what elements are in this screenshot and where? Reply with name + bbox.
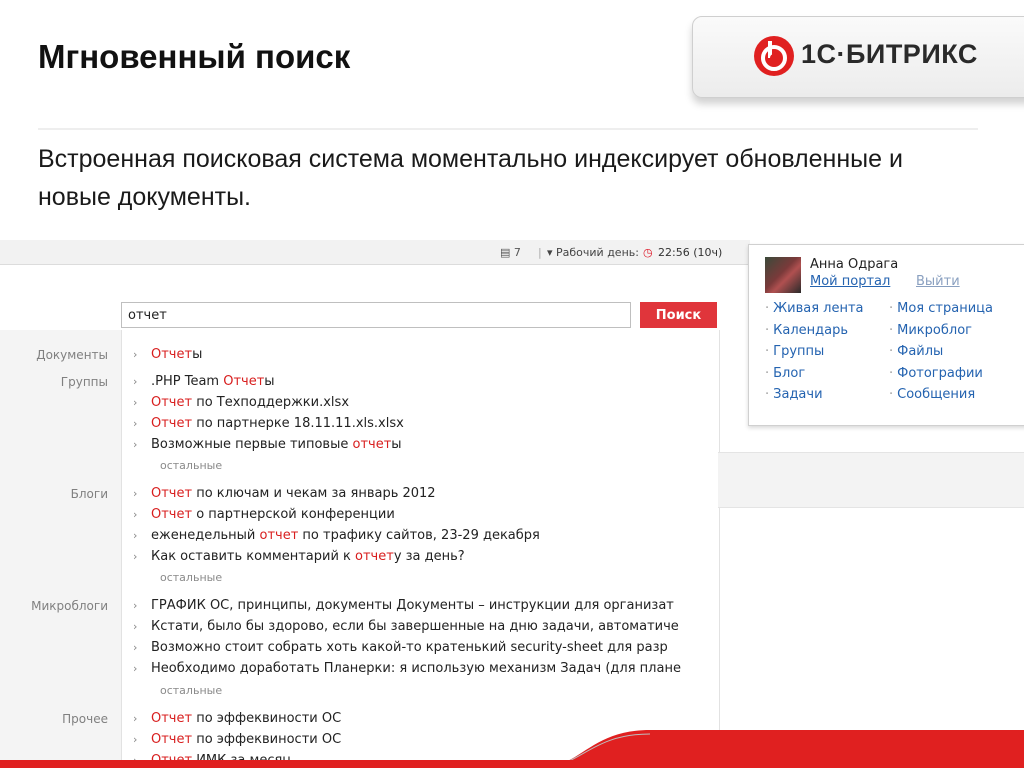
- chevron-right-icon: ›: [133, 620, 138, 633]
- chevron-right-icon: ›: [133, 529, 138, 542]
- workday-time: 22:56 (10ч): [658, 246, 723, 259]
- portal-screenshot: [0, 240, 1024, 768]
- avatar[interactable]: [765, 257, 801, 293]
- chevron-right-icon: ›: [133, 417, 138, 430]
- search-result-link[interactable]: Отчет по партнерке 18.11.11.xls.xlsx: [151, 416, 404, 431]
- search-result-link[interactable]: Отчет по эффеквиности ОС: [151, 711, 342, 726]
- chevron-right-icon: ›: [133, 375, 138, 388]
- search-result-link[interactable]: Возможные первые типовые отчеты: [151, 437, 402, 452]
- category-label: Блоги: [70, 487, 108, 501]
- bullet-dot: ·: [889, 344, 894, 359]
- nav-link[interactable]: · Группы: [765, 344, 825, 359]
- chevron-right-icon: ›: [133, 396, 138, 409]
- portal-topbar: [0, 240, 750, 265]
- nav-link[interactable]: · Блог: [765, 365, 806, 381]
- chevron-right-icon: ›: [133, 599, 138, 612]
- search-result-link[interactable]: Отчеты: [151, 347, 203, 362]
- nav-link[interactable]: · Сообщения: [889, 387, 976, 402]
- more-results-link[interactable]: остальные: [160, 571, 223, 584]
- category-column: [0, 330, 121, 768]
- nav-link[interactable]: · Фотографии: [889, 365, 983, 381]
- my-portal-link[interactable]: Мой портал: [810, 274, 891, 289]
- search-result-link[interactable]: Необходимо доработать Планерки: я использую механизм Задач (для плане: [151, 661, 681, 676]
- chevron-right-icon: ›: [133, 712, 138, 725]
- chevron-right-icon: ›: [133, 348, 138, 361]
- bullet-dot: ·: [765, 322, 770, 338]
- footer-bar: [0, 760, 1024, 768]
- search-result-link[interactable]: Отчет по эффеквиности ОС: [151, 732, 342, 747]
- bullet-dot: ·: [765, 387, 770, 402]
- nav-link[interactable]: · Микроблог: [889, 322, 972, 338]
- nav-link[interactable]: · Живая лента: [765, 301, 864, 316]
- task-counter[interactable]: ▤ 7: [500, 246, 521, 259]
- bullet-dot: ·: [765, 344, 770, 359]
- bullet-dot: ·: [889, 387, 894, 402]
- search-result-link[interactable]: еженедельный отчет по трафику сайтов, 23-29 декабря: [151, 528, 540, 543]
- search-result-link[interactable]: ГРАФИК ОС, принципы, документы Документы – инструкции для организат: [151, 598, 674, 613]
- bullet-dot: ·: [889, 301, 894, 316]
- category-label: Документы: [36, 348, 108, 362]
- search-input[interactable]: [121, 302, 631, 328]
- bullet-dot: ·: [889, 365, 894, 381]
- category-label: Микроблоги: [31, 599, 108, 613]
- chevron-right-icon: ›: [133, 641, 138, 654]
- search-result-link[interactable]: Отчет о партнерской конференции: [151, 507, 395, 522]
- more-results-link[interactable]: остальные: [160, 459, 223, 472]
- header-divider: [38, 128, 978, 130]
- search-result-link[interactable]: Отчет по Техподдержки.xlsx: [151, 395, 350, 410]
- search-result-link[interactable]: Кстати, было бы здорово, если бы завершенные на дню задачи, автоматиче: [151, 619, 679, 634]
- slide-subtitle: Встроенная поисковая система моментально индексирует обновленные и новые документы.: [38, 145, 903, 211]
- search-result-link[interactable]: Как оставить комментарий к отчету за день?: [151, 549, 465, 564]
- more-results-link[interactable]: остальные: [160, 684, 223, 697]
- slide-title: Мгновенный поиск: [38, 38, 351, 75]
- bullet-dot: ·: [765, 301, 770, 316]
- chevron-right-icon: ›: [133, 487, 138, 500]
- bitrix-logo-icon: [753, 35, 795, 77]
- logout-link[interactable]: Выйти: [916, 274, 960, 289]
- nav-link[interactable]: · Календарь: [765, 322, 849, 338]
- search-result-link[interactable]: .PHP Team Отчеты: [151, 374, 275, 389]
- user-panel: [748, 244, 1024, 426]
- topbar-separator: |: [538, 246, 542, 259]
- search-result-link[interactable]: Отчет по ключам и чекам за январь 2012: [151, 486, 436, 501]
- search-result-link[interactable]: Возможно стоит собрать хоть какой-то кратенький security-sheet для разр: [151, 640, 668, 655]
- category-label: Прочее: [62, 712, 108, 726]
- chevron-right-icon: ›: [133, 438, 138, 451]
- bullet-dot: ·: [765, 365, 770, 381]
- logo-text: 1С·БИТРИКС: [801, 39, 978, 69]
- clock-icon: ◷: [643, 246, 653, 259]
- chevron-right-icon: ›: [133, 550, 138, 563]
- nav-link[interactable]: · Задачи: [765, 387, 823, 402]
- nav-link[interactable]: · Моя страница: [889, 301, 993, 316]
- user-name: Анна Одрага: [810, 257, 899, 272]
- chevron-right-icon: ›: [133, 508, 138, 521]
- category-label: Группы: [60, 375, 108, 389]
- bullet-dot: ·: [889, 322, 894, 338]
- nav-link[interactable]: · Файлы: [889, 344, 944, 359]
- chevron-right-icon: ›: [133, 733, 138, 746]
- workday-menu[interactable]: ▾ Рабочий день:: [547, 246, 639, 259]
- search-button[interactable]: Поиск: [640, 302, 717, 328]
- content-band: [718, 452, 1024, 508]
- logo-panel: [692, 16, 1024, 98]
- chevron-right-icon: ›: [133, 662, 138, 675]
